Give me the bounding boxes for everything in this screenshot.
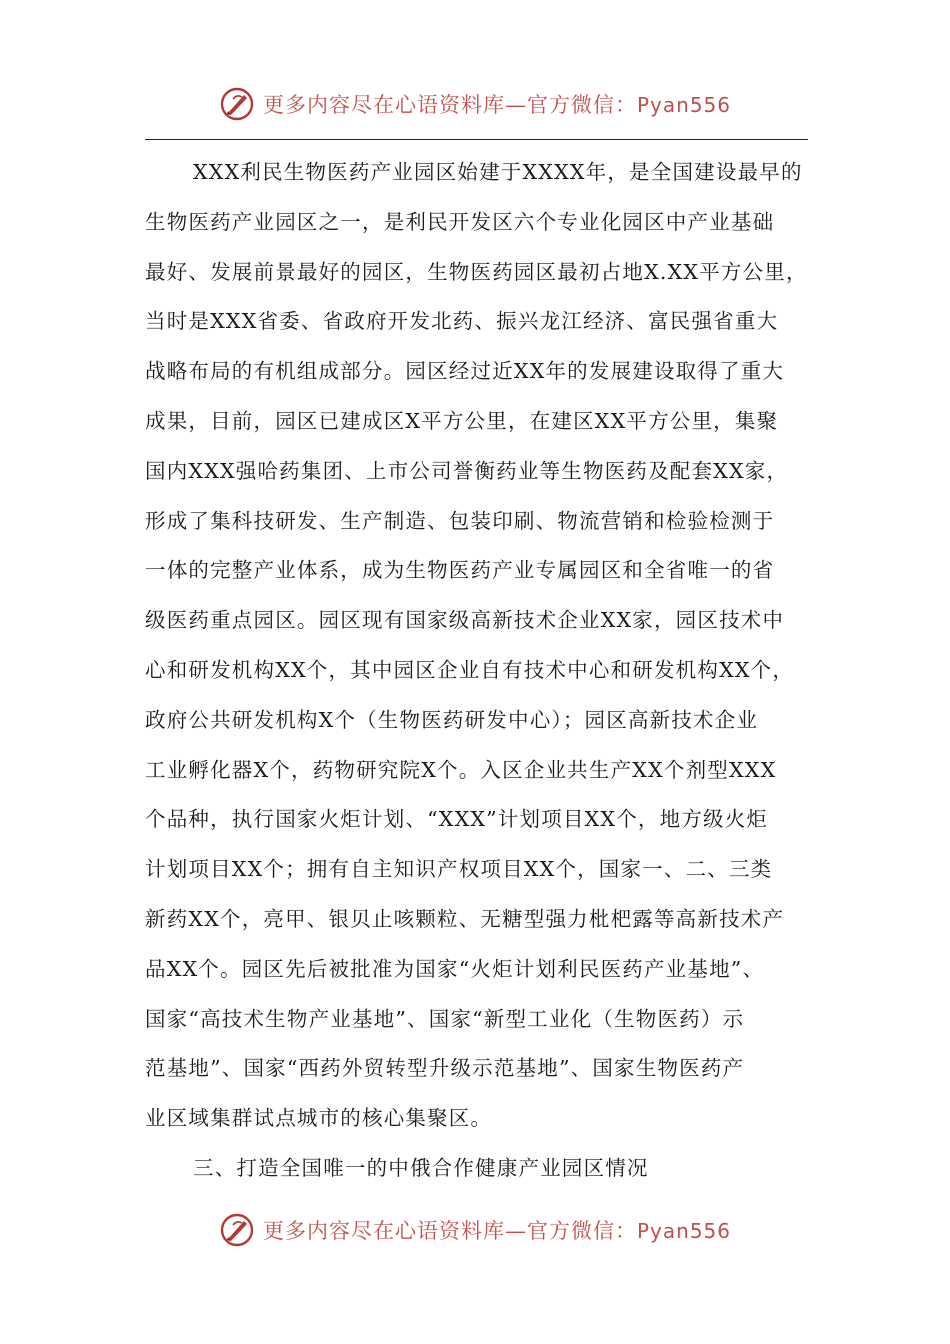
text-line: 新药XX个，亮甲、银贝止咳颗粒、无糖型强力枇杷露等高新技术产 [145, 906, 785, 931]
text-line: 生物医药产业园区之一，是利民开发区六个专业化园区中产业基础 [145, 209, 775, 234]
text-line: 国家“高技术生物产业基地”、国家“新型工业化（生物医药）示 [145, 1006, 745, 1031]
header-banner [0, 82, 950, 126]
text-line: 最好、发展前景最好的园区，生物医药园区最初占地X.XX平方公里， [145, 259, 808, 284]
footer-banner-text: 更多内容尽在心语资料库—官方微信：Pyan556 [262, 1219, 731, 1243]
text-line: 一体的完整产业体系，成为生物医药产业专属园区和全省唯一的省 [145, 558, 775, 583]
text-line: 战略布局的有机组成部分。园区经过近XX年的发展建设取得了重大 [145, 359, 785, 384]
text-line: 品XX个。园区先后被批准为国家“火炬计划利民医药产业基地”、 [145, 956, 765, 981]
text-line: 业区域集群试点城市的核心集聚区。 [145, 1106, 493, 1131]
document-body [145, 148, 808, 1194]
text-line: 计划项目XX个；拥有自主知识产权项目XX个，国家一、二、三类 [145, 857, 773, 882]
text-line: 级医药重点园区。园区现有国家级高新技术企业XX家，园区技术中 [145, 608, 785, 633]
footer-banner [0, 1208, 950, 1252]
text-line: 政府公共研发机构X个（生物医药研发中心）；园区高新技术企业 [145, 707, 759, 732]
text-line: 个品种，执行国家火炬计划、“XXX”计划项目XX个，地方级火炬 [145, 807, 769, 832]
text-line: 国内XXX强哈药集团、上市公司誉衡药业等生物医药及配套XX家， [145, 458, 789, 483]
header-banner-text: 更多内容尽在心语资料库—官方微信：Pyan556 [262, 93, 731, 117]
text-line: 心和研发机构XX个，其中园区企业自有技术中心和研发机构XX个， [145, 657, 795, 682]
header-rule [145, 139, 808, 140]
section-heading: 三、打造全国唯一的中俄合作健康产业园区情况 [193, 1155, 649, 1180]
text-line: 工业孵化器X个，药物研究院X个。入区企业共生产XX个剂型XXX [145, 757, 777, 782]
text-line: 形成了集科技研发、生产制造、包装印刷、物流营销和检验检测于 [145, 508, 775, 533]
text-line: 当时是XXX省委、省政府开发北药、振兴龙江经济、富民强省重大 [145, 309, 779, 334]
pen-logo-icon [219, 1212, 255, 1248]
text-line: 范基地”、国家“西药外贸转型升级示范基地”、国家生物医药产 [145, 1056, 745, 1081]
pen-logo-icon [219, 86, 255, 122]
text-line: XXX利民生物医药产业园区始建于XXXX年，是全国建设最早的 [193, 160, 803, 184]
text-line: 成果，目前，园区已建成区X平方公里，在建区XX平方公里，集聚 [145, 408, 779, 433]
